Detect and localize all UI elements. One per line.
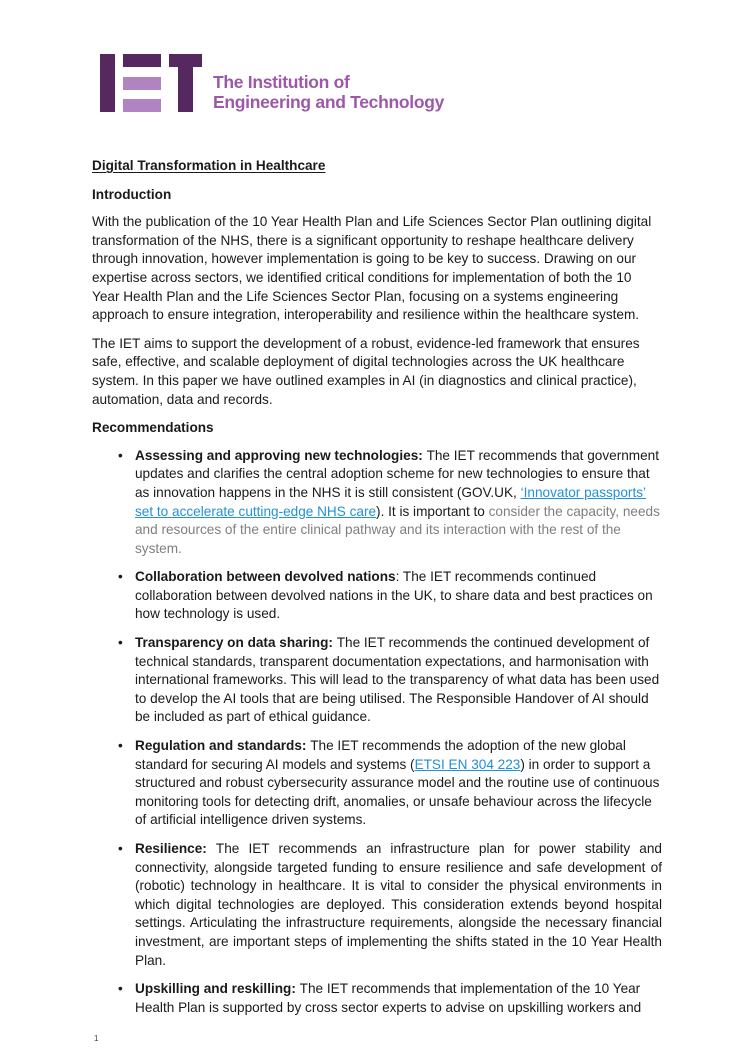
iet-logo-tagline [213, 73, 444, 112]
iet-logo-t-stem [178, 67, 193, 112]
bullet-text: The IET recommends that government updates and clarifies the central adoption scheme for new technologies to ensure that as innovation happens in the NHS it is still consistent (GOV.UK, [135, 447, 660, 500]
bullet-lead-label: Regulation and standards: [135, 738, 311, 754]
recommendations-list [92, 447, 662, 1018]
etsi-en-304-223-link[interactable]: ETSI EN 304 223 [414, 756, 521, 772]
bullet-lead-label: Collaboration between devolved nations [135, 569, 396, 585]
recommendations-heading: Recommendations [92, 420, 214, 436]
list-item-transparency-on-data-sharing [92, 634, 662, 727]
list-item-regulation-and-standards [92, 737, 662, 830]
bullet-text: The IET recommends that implementation of the 10 Year Health Plan is supported by cross sector experts to advise on upskilling workers and [135, 981, 642, 1015]
bullet-lead-label: Upskilling and reskilling: [135, 981, 300, 997]
intro-paragraph-2: The IET aims to support the development of a robust, evidence-led framework that ensures safe, effective, and scalable deployment of digital technologies across the UK healthcare system. In this paper we have outlined examples in AI (in diagnostics and clinical practice), automation, data and records. [92, 335, 640, 407]
list-item-collaboration-between-devolved-nations [92, 568, 662, 624]
iet-logo-letter-e [123, 54, 161, 112]
bullet-text: : The IET recommends continued collaboration between devolved nations in the UK, to share data and best practices on how technology is used. [135, 569, 653, 622]
iet-logo-e-bar-top [123, 54, 161, 67]
bullet-lead-label: Assessing and approving new technologies: [135, 447, 427, 463]
iet-logo-tagline-line2: Engineering and Technology [213, 91, 445, 112]
list-item-resilience [92, 840, 662, 970]
bullet-text: The IET recommends the continued development of technical standards, transparent documentation expectations, and harmonisation with international frameworks. This will lead to the transparency of what data has been used to develop the AI tools that are being utilised. The Responsible Handover of AI should be included as part of ethical guidance. [135, 635, 660, 725]
iet-logo-letter-i [100, 54, 115, 112]
iet-logo-e-bar-bottom [123, 99, 161, 112]
iet-logo-e-bar-middle [123, 77, 161, 90]
bullet-lead-label: Transparency on data sharing: [135, 635, 337, 651]
bullet-text: The IET recommends the adoption of the new global standard for securing AI models and systems ( [135, 738, 626, 772]
innovator-passports-link[interactable]: ‘Innovator passports’ set to accelerate cutting-edge NHS care [135, 484, 647, 519]
bullet-text: The IET recommends an infrastructure plan for power stability and connectivity, alongside targeted funding to ensure resilience and safe development of (robotic) technology in healthcare. It is vital to consider the physical environments in which digital technologies are deployed. This consideration extends beyond hospital settings. Articulating the infrastructure requirements, alongside the necessary financial investment, are important steps of implementing the shifts stated in the 10 Year Health Plan. [135, 841, 662, 968]
iet-logo-t-bar [169, 54, 202, 67]
list-item-assessing-and-approving-new-technologies [92, 447, 662, 559]
bullet-lead-label: Resilience: [135, 841, 216, 856]
bullet-text: ). It is important to [376, 503, 489, 519]
page-number: 1 [94, 1034, 99, 1043]
iet-logo-tagline-line1: The Institution of [213, 72, 350, 92]
iet-logo-letter-t [169, 54, 202, 112]
document-body [92, 157, 662, 1027]
list-item-upskilling-and-reskilling [92, 980, 662, 1017]
bullet-muted-text: consider the capacity, needs and resources of the entire clinical pathway and its interaction with the rest of the system. [135, 503, 660, 556]
intro-heading: Introduction [92, 186, 172, 202]
document-title: Digital Transformation in Healthcare [92, 158, 326, 173]
intro-paragraph-1: With the publication of the 10 Year Health Plan and Life Sciences Sector Plan outlining digital transformation of the NHS, there is a significant opportunity to reshape healthcare delivery through innovation, however implementation is going to be key to success. Drawing on our expertise across sectors, we identified critical conditions for implementation of both the 10 Year Health Plan and the Life Sciences Sector Plan, focusing on a systems engineering approach to ensure integration, interoperability and resilience within the healthcare system. [92, 214, 652, 323]
bullet-text: ) in order to support a structured and robust cybersecurity assurance model and the routine use of continuous monitoring tools for detecting drift, anomalies, or unsafe behaviour across the lifecycle of artificial intelligence driven systems. [135, 756, 660, 828]
iet-logo [100, 54, 444, 112]
